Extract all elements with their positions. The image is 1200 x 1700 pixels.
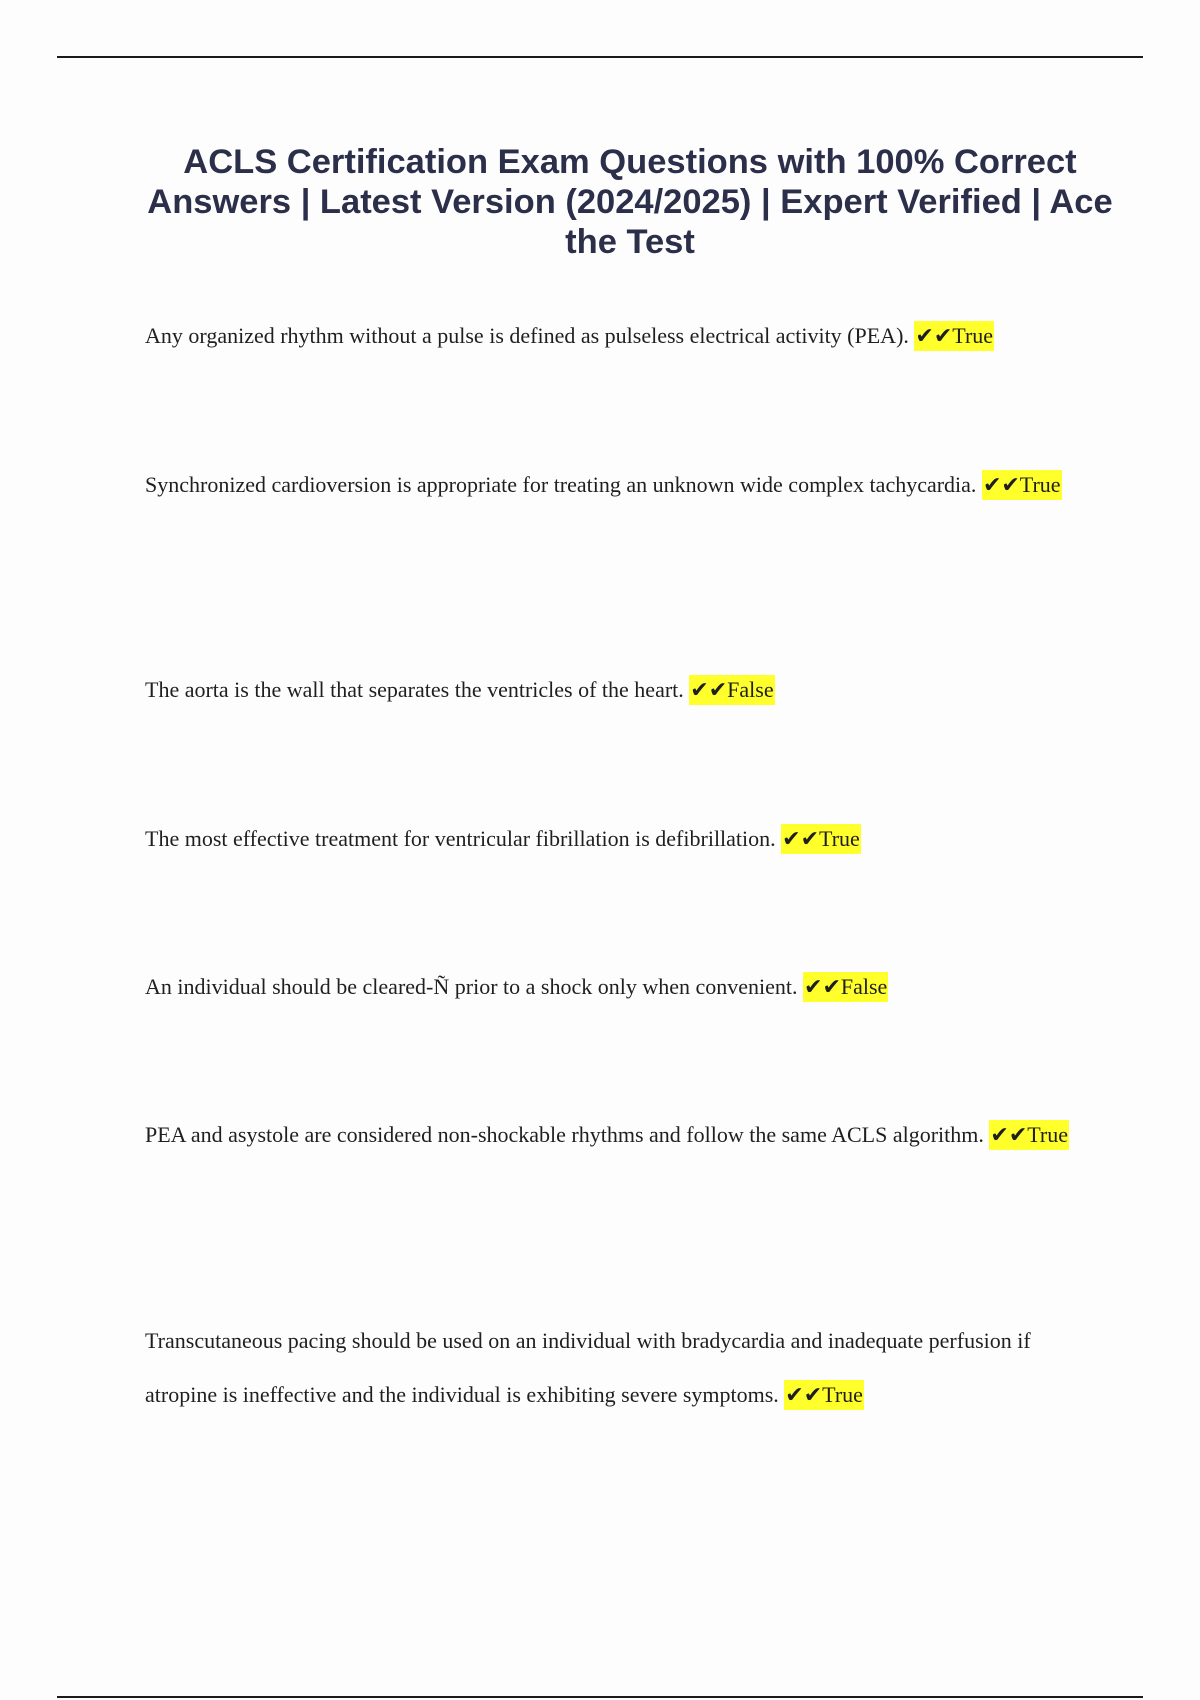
question-text: An individual should be cleared-Ñ prior to a shock only when convenient. xyxy=(145,974,798,999)
header-rule xyxy=(57,56,1143,58)
document-title: ACLS Certification Exam Questions with 100% Correct Answers | Latest Version (2024/2025) | Expert Verified | Ace the Test xyxy=(147,143,1113,261)
question-text: Any organized rhythm without a pulse is defined as pulseless electrical activity (PEA). xyxy=(145,323,909,348)
qa-item-6 xyxy=(145,1108,1105,1162)
answer-highlight: ✔✔False xyxy=(689,675,774,705)
qa-item-5 xyxy=(145,960,1105,1014)
footer-rule xyxy=(57,1696,1143,1698)
qa-item-2 xyxy=(145,458,1105,512)
qa-item-4 xyxy=(145,812,1105,866)
question-text: Synchronized cardioversion is appropriate for treating an unknown wide complex tachycardia. xyxy=(145,472,977,497)
qa-item-7 xyxy=(145,1314,1105,1422)
answer-highlight: ✔✔True xyxy=(914,321,994,351)
answer-highlight: ✔✔True xyxy=(982,470,1062,500)
qa-item-1 xyxy=(145,309,1105,363)
answer-highlight: ✔✔True xyxy=(781,824,861,854)
question-text: Transcutaneous pacing should be used on an individual with bradycardia and inadequate perfusion if atropine is ineffective and the individual is exhibiting severe symptoms. xyxy=(145,1328,1031,1407)
answer-highlight: ✔✔True xyxy=(784,1380,864,1410)
question-text: The most effective treatment for ventricular fibrillation is defibrillation. xyxy=(145,826,776,851)
qa-item-3 xyxy=(145,663,1105,717)
answer-highlight: ✔✔False xyxy=(803,972,888,1002)
question-text: The aorta is the wall that separates the ventricles of the heart. xyxy=(145,677,684,702)
answer-highlight: ✔✔True xyxy=(989,1120,1069,1150)
question-text: PEA and asystole are considered non-shockable rhythms and follow the same ACLS algorithm. xyxy=(145,1122,984,1147)
